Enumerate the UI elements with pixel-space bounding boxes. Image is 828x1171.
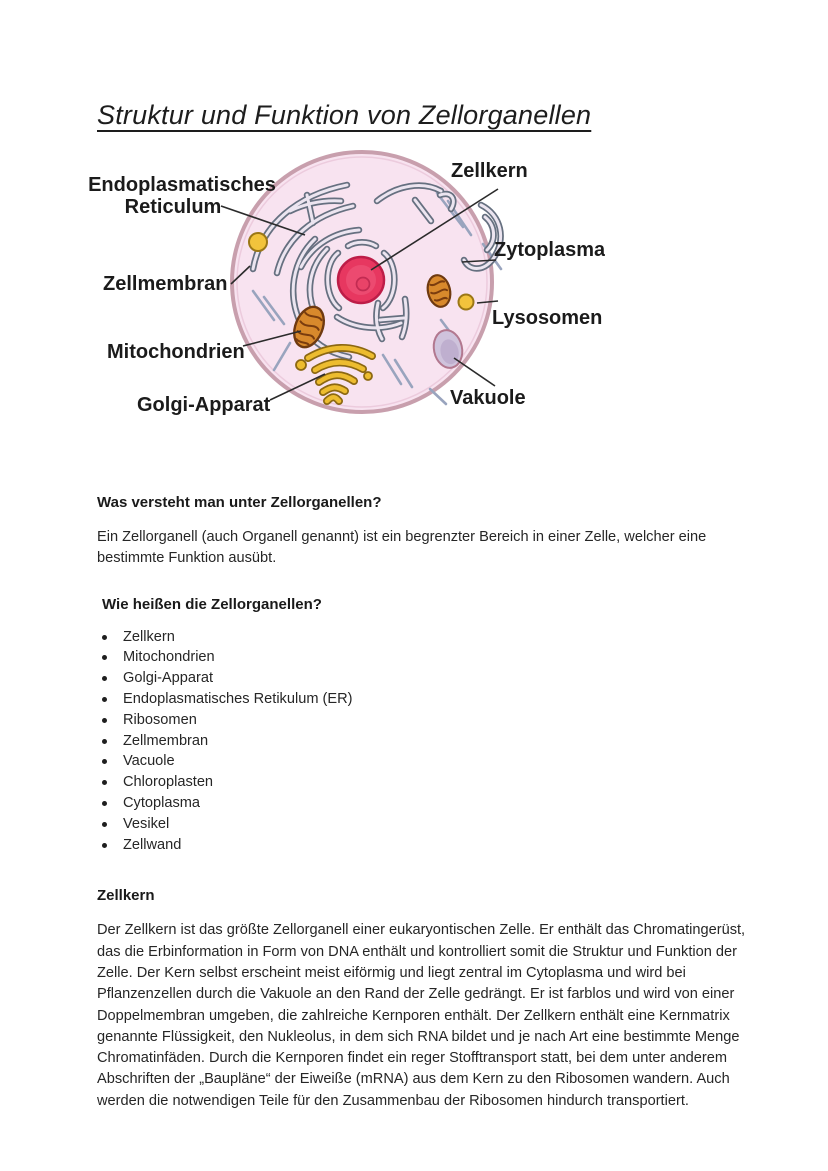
zellkern-paragraph: Der Zellkern ist das größte Zellorganell einer eukaryontischen Zelle. Er enthält das Chromatingerüst, das die Erbinformation in Form von DNA enthält und kontrolliert somit die Struktur und Funktion der Zelle. Der Kern selbst erscheint meist eiförmig und liegt zentral im Cytoplasma und wird bei Pflanzenzellen durch die Vakuole an den Rand der Zelle gedrängt. Er ist farblos und wird von einer Doppelmembran umgeben, die zahlreiche Kernporen enthält. Der Zellkern enthält eine Kernmatrix genannte Flüssigkeit, den Nukleolus, in dem sich RNA bildet und je nach Art eine bestimmte Menge Chromatinfäden. Durch die Kernporen findet ein reger Stofftransport statt, bei dem unter anderem Abschriften der „Baupläne“ der Eiweiße (mRNA) aus dem Kern zu den Ribosomen wandern. Auch werden die notwendigen Teile für den Zusammenbau der Ribosomen hindurch transportiert. bbox=[97, 922, 746, 1109]
label-golgi: Golgi-Apparat bbox=[137, 394, 271, 416]
list-item: Vesikel bbox=[97, 814, 747, 835]
nucleus bbox=[338, 257, 384, 303]
cell-diagram bbox=[85, 143, 605, 435]
list-item: Vacuole bbox=[97, 751, 747, 772]
list-item: Endoplasmatisches Retikulum (ER) bbox=[97, 689, 747, 710]
section-heading-zellkern: Zellkern bbox=[97, 887, 155, 905]
label-mitochondrien: Mitochondrien bbox=[107, 341, 245, 363]
list-item: Ribosomen bbox=[97, 710, 747, 731]
label-lysosomen: Lysosomen bbox=[492, 307, 603, 329]
document-body bbox=[97, 493, 747, 1112]
label-zytoplasma: Zytoplasma bbox=[494, 239, 605, 261]
label-vakuole: Vakuole bbox=[450, 387, 526, 409]
page-title: Struktur und Funktion von Zellorganellen bbox=[97, 100, 592, 130]
list-item: Cytoplasma bbox=[97, 793, 747, 814]
label-er-line1: Endoplasmatisches bbox=[88, 174, 276, 196]
definition-paragraph: Ein Zellorganell (auch Organell genannt) ist ein begrenzter Bereich in einer Zelle, welcher eine bestimmte Funktion ausübt. bbox=[97, 529, 707, 567]
section-heading-list: Wie heißen die Zellorganellen? bbox=[102, 595, 322, 613]
cell-diagram-figure bbox=[85, 143, 605, 435]
label-zellkern: Zellkern bbox=[451, 160, 528, 182]
label-zellmembran: Zellmembran bbox=[103, 273, 228, 295]
list-item: Zellkern bbox=[97, 627, 747, 648]
list-item: Zellwand bbox=[97, 835, 747, 856]
organelle-list bbox=[97, 627, 747, 856]
list-item: Golgi-Apparat bbox=[97, 668, 747, 689]
label-er-line2: Reticulum bbox=[124, 196, 222, 218]
list-item: Chloroplasten bbox=[97, 772, 747, 793]
list-item: Mitochondrien bbox=[97, 647, 747, 668]
list-item: Zellmembran bbox=[97, 731, 747, 752]
section-heading-definition: Was versteht man unter Zellorganellen? bbox=[97, 494, 382, 511]
